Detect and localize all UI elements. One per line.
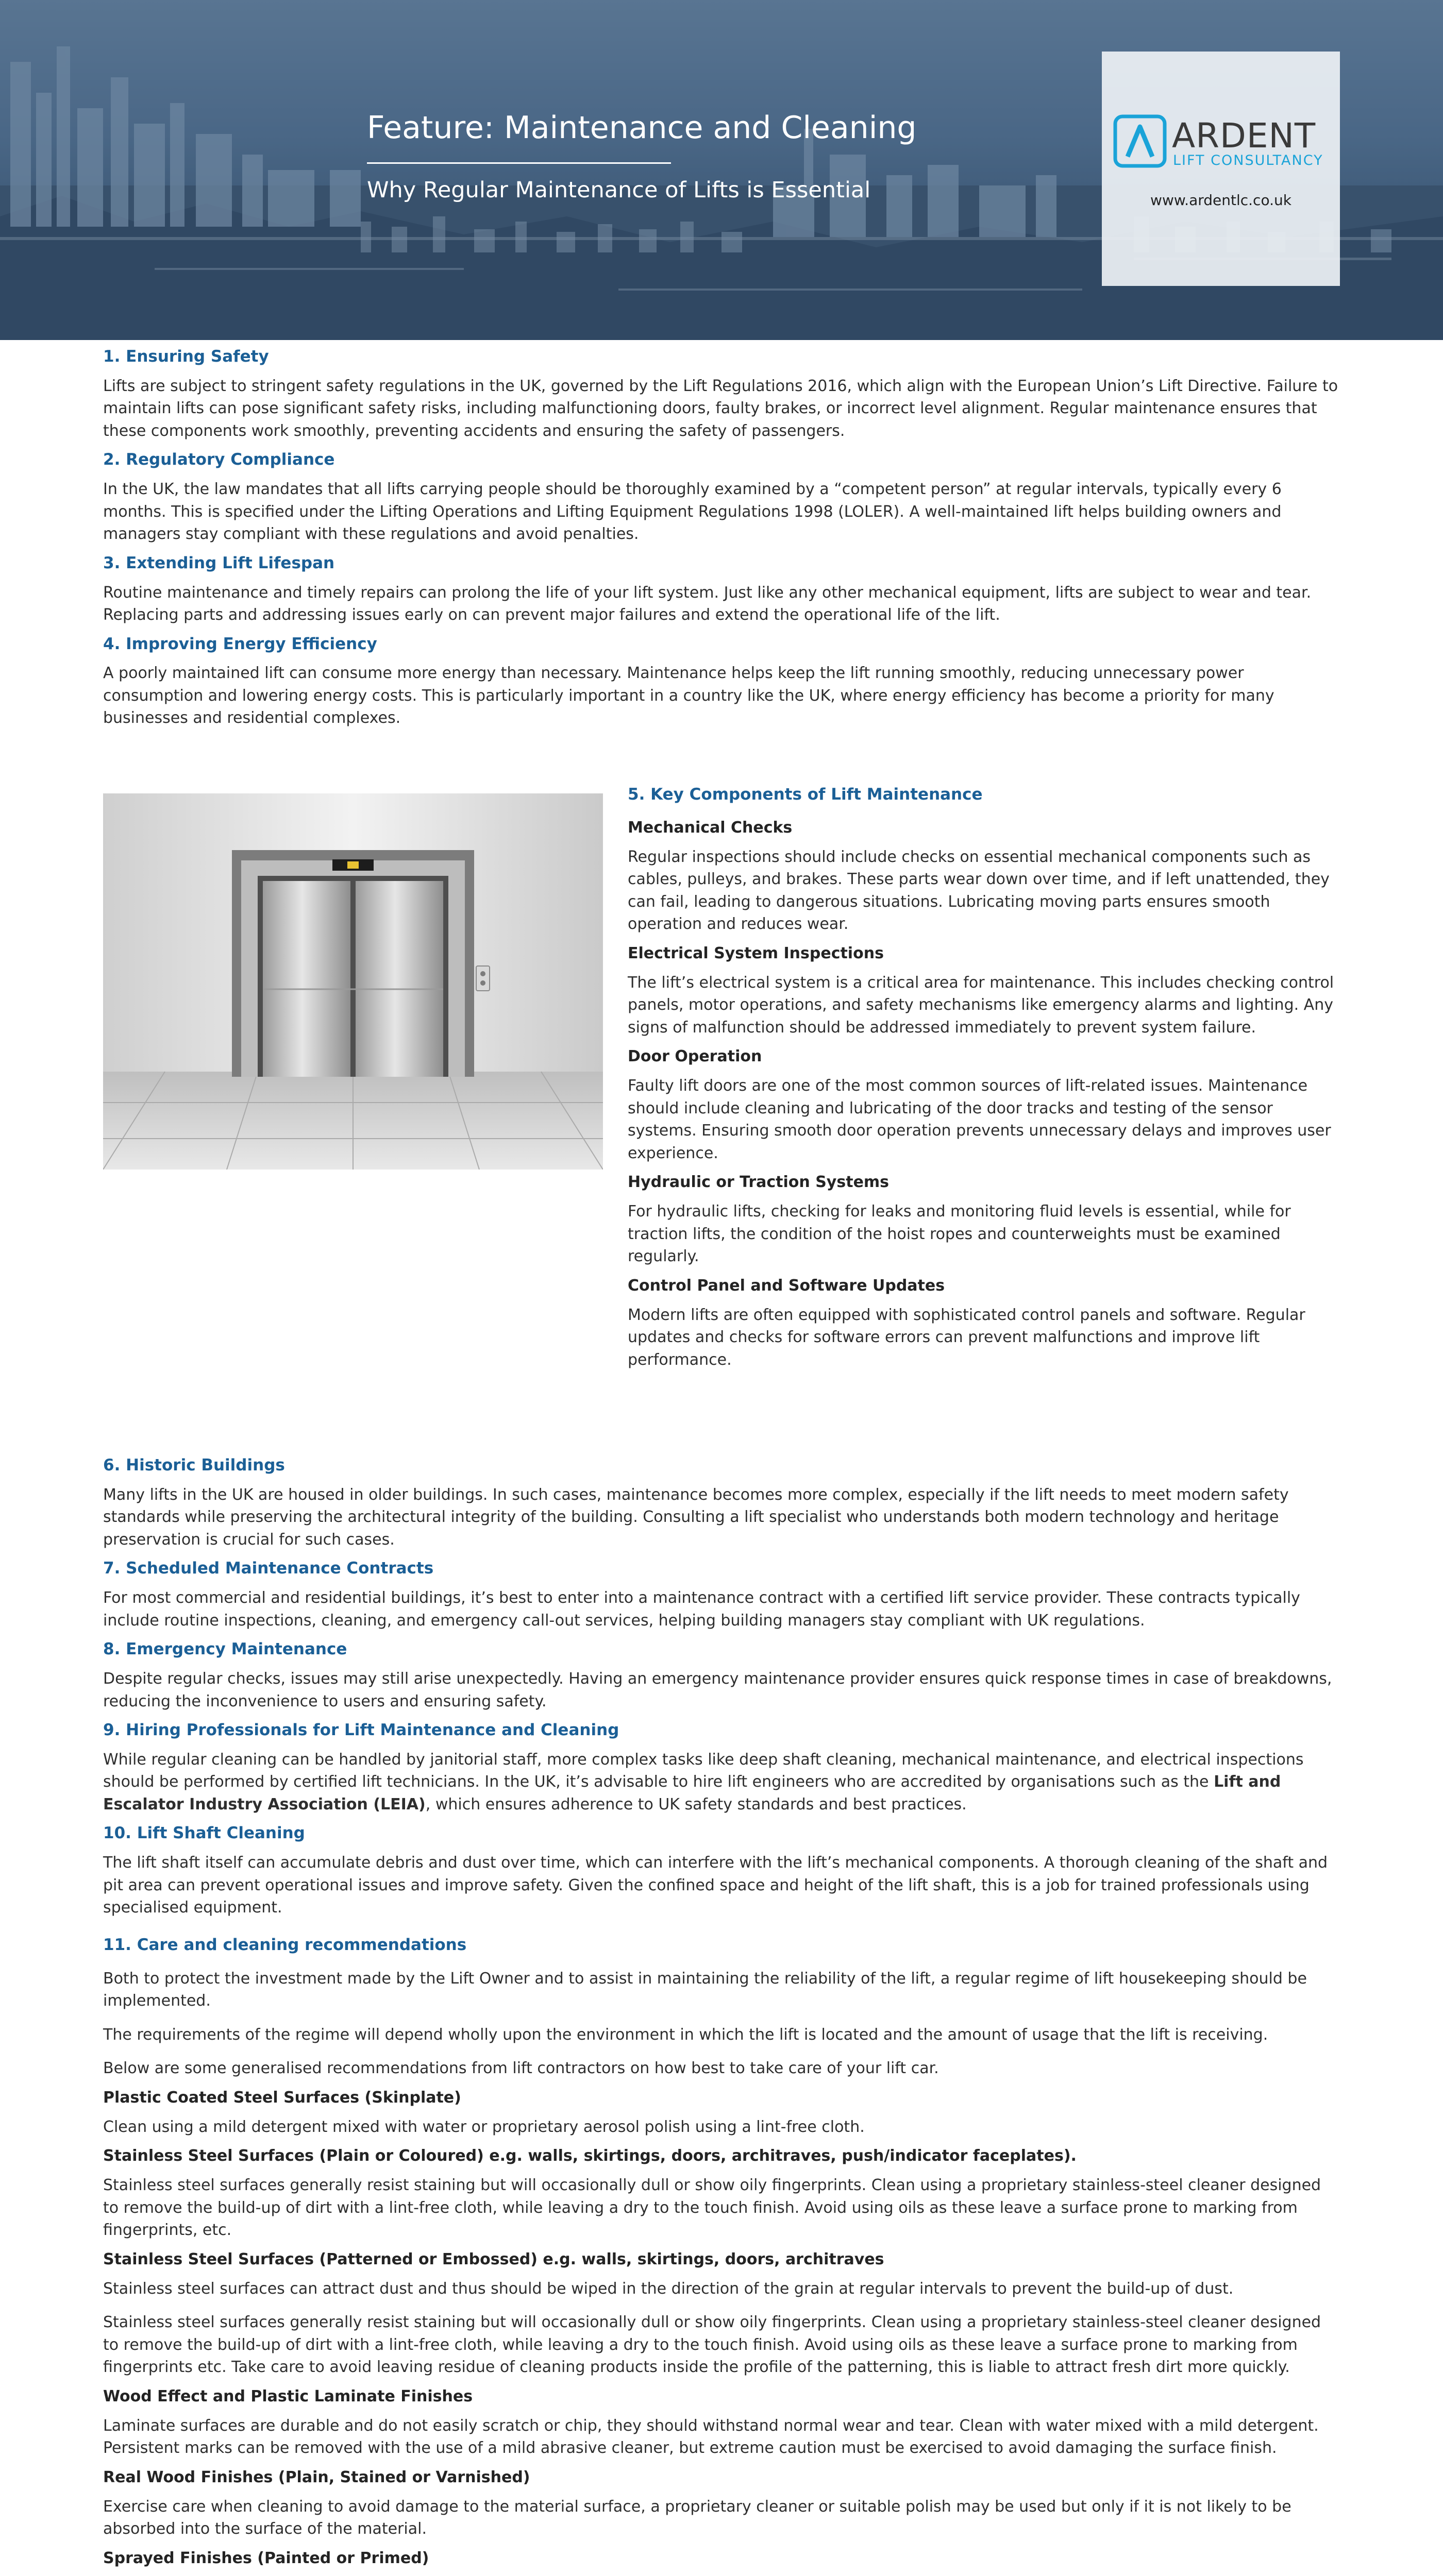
care-item-body: Exercise care when cleaning to avoid damage to the material surface, a proprietary cleaner or suitable polish may be used but only if it is not likely to be absorbed into the surface of the material. bbox=[103, 2497, 1291, 2538]
section-heading: 4. Improving Energy Efficiency bbox=[103, 634, 377, 653]
subsection-title: Door Operation bbox=[628, 1047, 762, 1066]
title-underline bbox=[367, 162, 671, 164]
section-heading: 2. Regulatory Compliance bbox=[103, 450, 335, 469]
section-body: Both to protect the investment made by the Lift Owner and to assist in maintaining the reliability of the lift, a regular regime of lift housekeeping should be implemented. bbox=[103, 1969, 1307, 2010]
subsection-title: Control Panel and Software Updates bbox=[628, 1276, 945, 1295]
subsection-body: The lift’s electrical system is a critical area for maintenance. This includes checking control panels, motor operations, and safety mechanisms like emergency alarms and lighting. Any signs of malfunction should be addressed immediately to prevent system failure. bbox=[628, 973, 1334, 1037]
care-item-body: Clean using a mild detergent mixed with water or proprietary aerosol polish using a lint-free cloth. bbox=[103, 2117, 865, 2136]
subsection-body: Faulty lift doors are one of the most common sources of lift-related issues. Maintenance should include cleaning and lubricating of the door tracks and testing of the sensor systems. Ensuring smooth door operation prevents unnecessary delays and improves user experience. bbox=[628, 1077, 1331, 1162]
subsection-title: Mechanical Checks bbox=[628, 818, 793, 837]
intro-sections bbox=[103, 346, 1340, 730]
care-item-title: Stainless Steel Surfaces (Patterned or Embossed) e.g. walls, skirtings, doors, architraves bbox=[103, 2250, 884, 2268]
subsection-body: For hydraulic lifts, checking for leaks and monitoring fluid levels is essential, while for traction lifts, the condition of the hoist ropes and counterweights must be examined regularly. bbox=[628, 1202, 1291, 1266]
section-body: Many lifts in the UK are housed in older buildings. In such cases, maintenance becomes more complex, especially if the lift needs to meet modern safety standards while preserving the architectural integrity of the building. Consulting a lift specialist who understands both modern technology and heritage preservation is crucial for such cases. bbox=[103, 1485, 1289, 1549]
section-body: Lifts are subject to stringent safety regulations in the UK, governed by the Lift Regulations 2016, which align with the European Union’s Lift Directive. Failure to maintain lifts can pose significant safety risks, including malfunctioning doors, faulty brakes, or incorrect level alignment. Regular maintenance ensures that these components work smoothly, preventing accidents and ensuring the safety of passengers. bbox=[103, 377, 1338, 440]
ardent-logo bbox=[1112, 111, 1330, 173]
care-item-body: Stainless steel surfaces can attract dust and thus should be wiped in the direction of the grain at regular intervals to prevent the build-up of dust. bbox=[103, 2279, 1234, 2298]
logo-tagline: LIFT CONSULTANCY bbox=[1173, 152, 1323, 168]
section-body-text: , which ensures adherence to UK safety standards and best practices. bbox=[425, 1795, 967, 1814]
brand-card[interactable] bbox=[1102, 52, 1340, 286]
section-heading: 7. Scheduled Maintenance Contracts bbox=[103, 1559, 434, 1578]
main-sections bbox=[103, 1455, 1340, 2576]
page-title: Feature: Maintenance and Cleaning bbox=[367, 110, 917, 146]
leia-name: Lift and Escalator Industry Association (LEIA) bbox=[103, 1773, 1281, 1814]
care-item-title: Wood Effect and Plastic Laminate Finishes bbox=[103, 2387, 473, 2405]
section-heading: 1. Ensuring Safety bbox=[103, 347, 269, 366]
hero-banner bbox=[0, 0, 1443, 340]
logo-wordmark: ARDENT bbox=[1172, 116, 1316, 156]
section-body: Below are some generalised recommendations from lift contractors on how best to take care of your lift car. bbox=[103, 2059, 939, 2078]
section-body bbox=[103, 1749, 1340, 1816]
section-5-column bbox=[628, 784, 1340, 1371]
section-heading: 10. Lift Shaft Cleaning bbox=[103, 1824, 305, 1843]
section-heading: 9. Hiring Professionals for Lift Maintenance and Cleaning bbox=[103, 1721, 619, 1740]
subsection-title: Hydraulic or Traction Systems bbox=[628, 1173, 890, 1192]
page-subtitle: Why Regular Maintenance of Lifts is Essential bbox=[367, 177, 871, 203]
subsection-title: Electrical System Inspections bbox=[628, 944, 884, 962]
section-heading: 3. Extending Lift Lifespan bbox=[103, 553, 335, 572]
section-body: Routine maintenance and timely repairs can prolong the life of your lift system. Just like any other mechanical equipment, lifts are subject to wear and tear. Replacing parts and addressing issues early on can prevent major failures and extend the operational life of the lift. bbox=[103, 583, 1312, 624]
section-heading: 11. Care and cleaning recommendations bbox=[103, 1935, 467, 1954]
care-item-title: Sprayed Finishes (Painted or Primed) bbox=[103, 2549, 429, 2567]
care-item-body: Laminate surfaces are durable and do not easily scratch or chip, they should withstand normal wear and tear. Clean with water mixed with a mild detergent. Persistent marks can be removed with the use of a mild abrasive cleaner, but extreme caution must be exercised to avoid damaging the surface finish. bbox=[103, 2416, 1319, 2458]
subsection-body: Regular inspections should include checks on essential mechanical components such as cables, pulleys, and brakes. These parts wear down over time, and if left unattended, they can fail, leading to dangerous situations. Lubricating moving parts ensures smooth operation and reduces wear. bbox=[628, 848, 1330, 934]
brand-card-url[interactable]: www.ardentlc.co.uk bbox=[1150, 192, 1291, 209]
section-body: In the UK, the law mandates that all lifts carrying people should be thoroughly examined by a “competent person” at regular intervals, typically every 6 months. This is specified under the Lifting Operations and Lifting Equipment Regulations 1998 (LOLER). A well-maintained lift helps building owners and managers stay compliant with these regulations and avoid penalties. bbox=[103, 480, 1282, 544]
subsection-body: Modern lifts are often equipped with sophisticated control panels and software. Regular updates and checks for software errors can prevent malfunctions and improve lift performance. bbox=[628, 1306, 1305, 1369]
section-body: The requirements of the regime will depend wholly upon the environment in which the lift is located and the amount of usage that the lift is receiving. bbox=[103, 2025, 1268, 2044]
care-item-body: Stainless steel surfaces generally resist staining but will occasionally dull or show oily fingerprints. Clean using a proprietary stainless-steel cleaner designed to remove the build-up of dirt with a lint-free cloth, while leaving a dry to the touch finish. Avoid using oils as these leave a surface prone to marking from fingerprints etc. Take care to avoid leaving residue of cleaning products inside the profile of the patterning, this is liable to attract fresh dirt more quickly. bbox=[103, 2313, 1321, 2377]
care-item-title: Stainless Steel Surfaces (Plain or Coloured) e.g. walls, skirtings, doors, architraves, push/indicator faceplates). bbox=[103, 2147, 1077, 2165]
care-item-title: Real Wood Finishes (Plain, Stained or Varnished) bbox=[103, 2468, 530, 2486]
care-item-title: Plastic Coated Steel Surfaces (Skinplate) bbox=[103, 2088, 461, 2107]
section-body-text: While regular cleaning can be handled by janitorial staff, more complex tasks like deep shaft cleaning, mechanical maintenance, and electrical inspections should be performed by certified lift technicians. In the UK, it’s advisable to hire lift engineers who are accredited by organisations such as the bbox=[103, 1750, 1304, 1791]
section-heading: 6. Historic Buildings bbox=[103, 1456, 285, 1475]
section-body: For most commercial and residential buildings, it’s best to enter into a maintenance contract with a certified lift service provider. These contracts typically include routine inspections, cleaning, and emergency call-out services, helping building managers stay compliant with UK regulations. bbox=[103, 1589, 1300, 1630]
care-item-body: Stainless steel surfaces generally resist staining but will occasionally dull or show oily fingerprints. Clean using a proprietary stainless-steel cleaner designed to remove the build-up of dirt with a lint-free cloth, while leaving a dry to the touch finish. Avoid using oils as these leave a surface prone to marking from fingerprints, etc. bbox=[103, 2176, 1321, 2240]
section-heading: 5. Key Components of Lift Maintenance bbox=[628, 785, 983, 804]
section-body: Despite regular checks, issues may still arise unexpectedly. Having an emergency maintenance provider ensures quick response times in case of breakdowns, reducing the inconvenience to users and ensuring safety. bbox=[103, 1670, 1332, 1710]
section-heading: 8. Emergency Maintenance bbox=[103, 1640, 347, 1659]
section-body: A poorly maintained lift can consume more energy than necessary. Maintenance helps keep the lift running smoothly, reducing unnecessary power consumption and lowering energy costs. This is particularly important in a country like the UK, where energy efficiency has become a priority for many businesses and residential complexes. bbox=[103, 664, 1274, 727]
section-body: The lift shaft itself can accumulate debris and dust over time, which can interfere with the lift’s mechanical components. A thorough cleaning of the shaft and pit area can prevent operational issues and improve safety. Given the confined space and height of the lift shaft, this is a job for trained professionals using specialised equipment. bbox=[103, 1854, 1328, 1917]
lift-doors-image bbox=[103, 793, 603, 1170]
